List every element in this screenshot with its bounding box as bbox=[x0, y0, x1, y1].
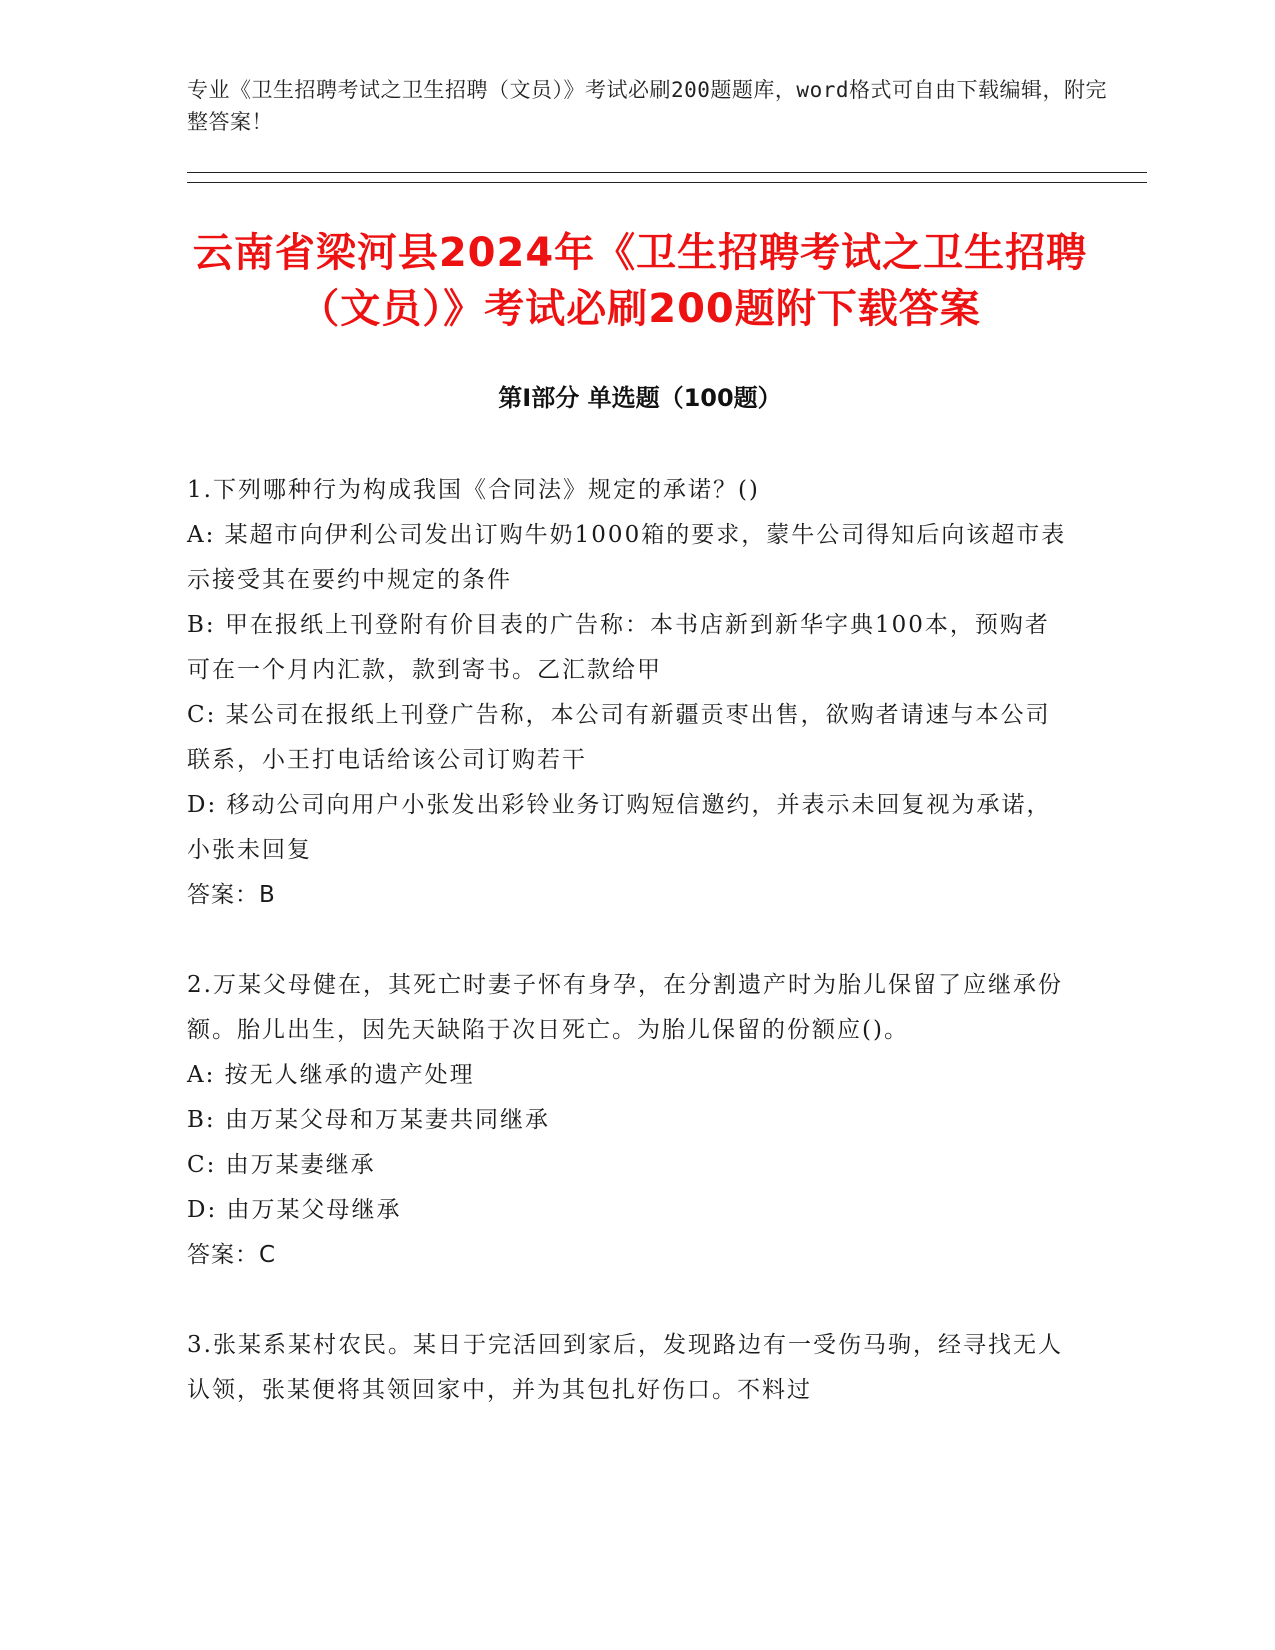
question-list bbox=[187, 468, 1067, 1458]
document-title: 云南省梁河县2024年《卫生招聘考试之卫生招聘（文员）》考试必刷200题附下载答案 bbox=[192, 230, 1088, 332]
option-c: C: 某公司在报纸上刊登广告称，本公司有新疆贡枣出售，欲购者请速与本公司联系，小王打电话给该公司订购若干 bbox=[187, 702, 1051, 773]
header-note: 专业《卫生招聘考试之卫生招聘（文员）》考试必刷200题题库，word格式可自由下载编辑，附完整答案！ bbox=[187, 78, 1107, 134]
option-c: C: 由万某妻继承 bbox=[187, 1152, 376, 1178]
header-divider-top bbox=[187, 172, 1147, 173]
option-a: A: 按无人继承的遗产处理 bbox=[187, 1062, 475, 1088]
option-b: B: 甲在报纸上刊登附有价目表的广告称：本书店新到新华字典100本，预购者可在一个月内汇款，款到寄书。乙汇款给甲 bbox=[187, 612, 1050, 683]
option-d: D: 由万某父母继承 bbox=[187, 1197, 402, 1223]
question-stem: 1.下列哪种行为构成我国《合同法》规定的承诺？() bbox=[187, 477, 760, 503]
question-stem: 3.张某系某村农民。某日于完活回到家后，发现路边有一受伤马驹，经寻找无人认领，张某便将其领回家中，并为其包扎好伤口。不料过 bbox=[187, 1332, 1063, 1403]
option-a: A: 某超市向伊利公司发出订购牛奶1000箱的要求，蒙牛公司得知后向该超市表示接受其在要约中规定的条件 bbox=[187, 522, 1067, 593]
header-divider-bottom bbox=[187, 182, 1147, 183]
option-b: B: 由万某父母和万某妻共同继承 bbox=[187, 1107, 550, 1133]
section-title: 第I部分 单选题（100题） bbox=[498, 384, 782, 412]
question-stem: 2.万某父母健在，其死亡时妻子怀有身孕，在分割遗产时为胎儿保留了应继承份额。胎儿出生，因先天缺陷于次日死亡。为胎儿保留的份额应()。 bbox=[187, 972, 1063, 1043]
question-item bbox=[187, 468, 1067, 918]
question-item bbox=[187, 963, 1067, 1278]
question-item bbox=[187, 1323, 1067, 1413]
option-d: D: 移动公司向用户小张发出彩铃业务订购短信邀约，并表示未回复视为承诺，小张未回复 bbox=[187, 792, 1052, 863]
answer-label: 答案：C bbox=[187, 1242, 277, 1268]
answer-label: 答案：B bbox=[187, 882, 276, 908]
